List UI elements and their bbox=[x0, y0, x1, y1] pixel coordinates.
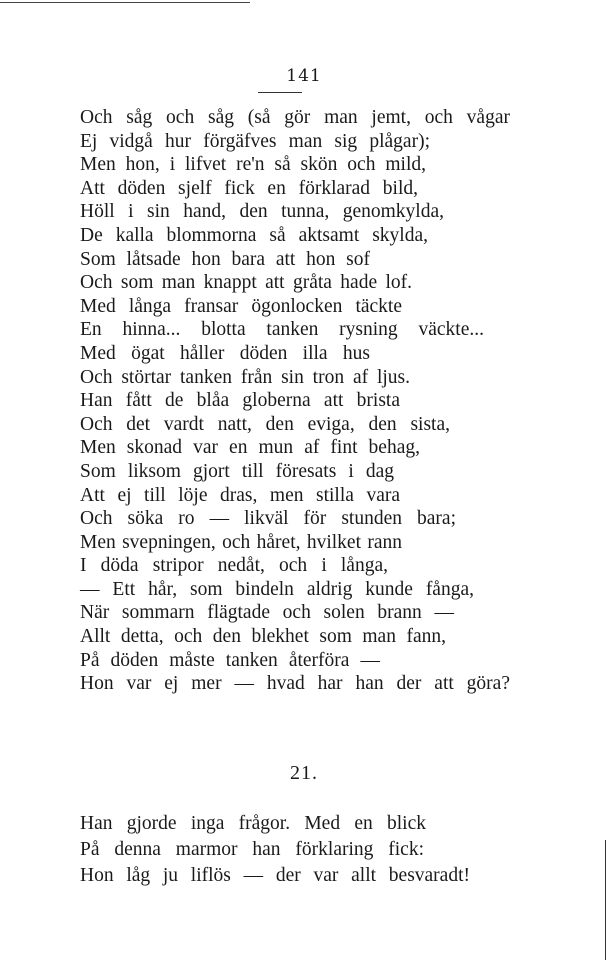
poem-line: Som låtsade hon bara att hon sof bbox=[80, 248, 370, 270]
poem-line: — Ett hår, som bindeln aldrig kunde fånga, bbox=[80, 578, 474, 600]
poem-line: Han fått de blåa globerna att brista bbox=[80, 390, 400, 412]
top-rule bbox=[0, 2, 250, 3]
poem-line: Allt detta, och den blekhet som man fann, bbox=[80, 626, 446, 648]
poem-line: Hon låg ju liflös — der var allt besvaradt! bbox=[80, 865, 470, 886]
poem-line: På döden måste tanken återföra — bbox=[80, 649, 380, 671]
poem-line: Han gjorde inga frågor. Med en blick bbox=[80, 813, 426, 834]
poem-line: Ej vidgå hur förgäfves man sig plågar); bbox=[80, 130, 430, 152]
poem-line: Med långa fransar ögonlocken täckte bbox=[80, 295, 402, 317]
poem-line: Att döden sjelf fick en förklarad bild, bbox=[80, 177, 418, 199]
poem-line: Som liksom gjort till föresats i dag bbox=[80, 460, 394, 482]
poem-line: Men hon, i lifvet re'n så skön och mild, bbox=[80, 154, 426, 176]
poem-line: Att ej till löje dras, men stilla vara bbox=[80, 484, 400, 506]
poem-line: Höll i sin hand, den tunna, genomkylda, bbox=[80, 201, 444, 223]
poem-stanza bbox=[80, 106, 520, 696]
section-number: 21. bbox=[290, 762, 318, 784]
poem-line: Och söka ro — likväl för stunden bara; bbox=[80, 508, 456, 530]
poem-line: Och det vardt natt, den eviga, den sista, bbox=[80, 413, 450, 435]
poem-line: Och störtar tanken från sin tron af ljus. bbox=[80, 366, 410, 388]
poem-line: Och som man knappt att gråta hade lof. bbox=[80, 272, 412, 294]
poem-line: När sommarn flägtade och solen brann — bbox=[80, 602, 454, 624]
poem-line: Med ögat håller döden illa hus bbox=[80, 342, 370, 364]
page-number: 141 bbox=[286, 66, 322, 86]
poem-line: I döda stripor nedåt, och i långa, bbox=[80, 555, 388, 577]
poem-line: Hon var ej mer — hvad har han der att göra? bbox=[80, 673, 510, 695]
poem-line: Och såg och såg (så gör man jemt, och vågar bbox=[80, 107, 510, 128]
page-number-underline bbox=[258, 92, 302, 93]
section-stanza bbox=[80, 811, 520, 889]
poem-line: En hinna... blotta tanken rysning väckte... bbox=[80, 319, 484, 341]
poem-line: Men svepningen, och håret, hvilket rann bbox=[80, 531, 402, 553]
poem-line: Men skonad var en mun af fint behag, bbox=[80, 437, 420, 459]
poem-line: På denna marmor han förklaring fick: bbox=[80, 839, 424, 860]
page-edge-line bbox=[605, 840, 606, 960]
poem-line: De kalla blommorna så aktsamt skylda, bbox=[80, 224, 428, 246]
